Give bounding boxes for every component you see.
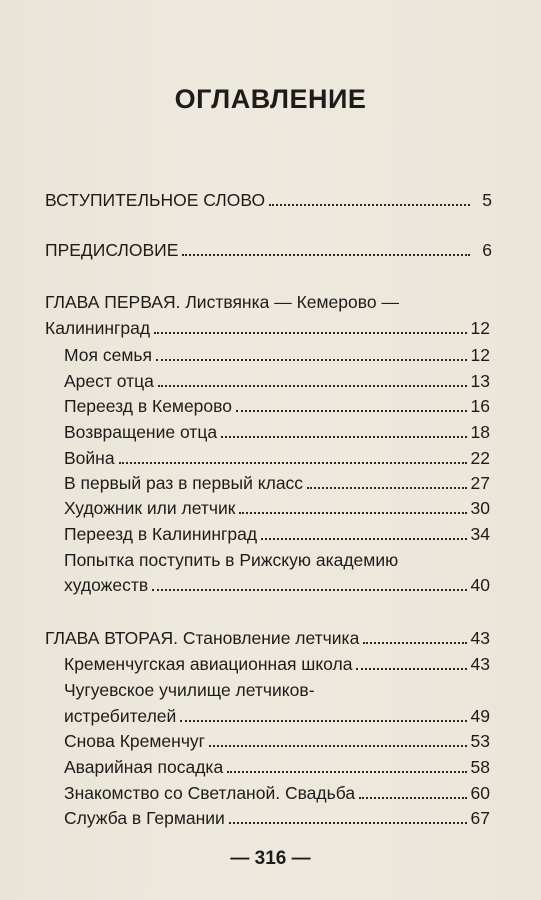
toc-entry bbox=[64, 731, 490, 752]
toc-entry-text: Возвращение отца bbox=[64, 422, 218, 442]
toc-entry-page: 13 bbox=[470, 371, 490, 391]
toc-entry-text: Война bbox=[64, 448, 115, 468]
toc-entry-page: 18 bbox=[470, 422, 490, 442]
toc-entry-text: Переезд в Кемерово bbox=[64, 396, 232, 416]
toc-entry bbox=[64, 473, 490, 494]
toc-entry-page: 6 bbox=[482, 240, 492, 260]
toc-entry bbox=[64, 783, 490, 804]
page-title: ОГЛАВЛЕНИЕ bbox=[174, 84, 367, 114]
leader-dots bbox=[152, 588, 466, 591]
page-number: — 316 — bbox=[230, 848, 311, 869]
riga-title-line: Попытка поступить в Рижскую академию bbox=[64, 550, 399, 570]
toc-entry-chapter-two bbox=[45, 628, 490, 649]
toc-entry-page: 67 bbox=[470, 808, 490, 828]
leader-dots bbox=[156, 358, 467, 361]
toc-entry-page: 53 bbox=[470, 731, 490, 751]
leader-dots bbox=[180, 719, 466, 722]
leader-dots bbox=[158, 384, 467, 387]
toc-entry bbox=[64, 448, 490, 469]
leader-dots bbox=[269, 203, 470, 206]
toc-entry bbox=[64, 498, 490, 519]
leader-dots bbox=[154, 331, 466, 334]
toc-entry-text: ПРЕДИСЛОВИЕ bbox=[45, 240, 179, 260]
toc-entry-text: Художник или летчик bbox=[64, 498, 236, 518]
toc-entry-page: 30 bbox=[470, 498, 490, 518]
toc-entry-text: художеств bbox=[64, 575, 149, 595]
leader-dots bbox=[236, 409, 467, 412]
toc-entry-page: 43 bbox=[470, 654, 490, 674]
toc-entry-text: Арест отца bbox=[64, 371, 154, 391]
toc-entry-page: 22 bbox=[470, 448, 490, 468]
toc-entry-text: ВСТУПИТЕЛЬНОЕ СЛОВО bbox=[45, 190, 266, 210]
toc-entry-text: Служба в Германии bbox=[64, 808, 225, 828]
toc-entry-text: Кременчугская авиационная школа bbox=[64, 654, 353, 674]
leader-dots bbox=[359, 796, 466, 799]
toc-entry-page: 12 bbox=[470, 318, 490, 338]
leader-dots bbox=[239, 511, 466, 514]
toc-entry-intro bbox=[45, 190, 492, 211]
toc-entry-text: Моя семья bbox=[64, 345, 152, 365]
toc-entry-page: 58 bbox=[470, 757, 490, 777]
leader-dots bbox=[363, 641, 466, 644]
leader-dots bbox=[229, 821, 467, 824]
toc-entry bbox=[64, 371, 490, 392]
toc-entry-page: 27 bbox=[470, 473, 490, 493]
toc-entry-page: 12 bbox=[470, 345, 490, 365]
toc-entry bbox=[64, 345, 490, 366]
toc-entry-chapter-one bbox=[45, 318, 490, 339]
toc-entry-riga bbox=[64, 575, 490, 596]
toc-entry-text: Знакомство со Светланой. Свадьба bbox=[64, 783, 356, 803]
toc-entry-page: 34 bbox=[470, 524, 490, 544]
toc-entry-page: 40 bbox=[470, 575, 490, 595]
leader-dots bbox=[261, 537, 466, 540]
leader-dots bbox=[356, 667, 466, 670]
toc-entry bbox=[64, 396, 490, 417]
leader-dots bbox=[227, 770, 466, 773]
leader-dots bbox=[182, 253, 470, 256]
leader-dots bbox=[221, 435, 466, 438]
toc-entry-text: Аварийная посадка bbox=[64, 757, 224, 777]
toc-entry-text: Переезд в Калининград bbox=[64, 524, 258, 544]
toc-entry-chuguev bbox=[64, 706, 490, 727]
toc-entry-text: Калининград bbox=[45, 318, 151, 338]
toc-entry bbox=[64, 524, 490, 545]
leader-dots bbox=[307, 486, 466, 489]
toc-entry-page: 60 bbox=[470, 783, 490, 803]
toc-entry-preface bbox=[45, 240, 492, 261]
chuguev-title-line: Чугуевское училище летчиков- bbox=[64, 680, 315, 700]
toc-entry-page: 5 bbox=[482, 190, 492, 210]
chapter-one-title-line: ГЛАВА ПЕРВАЯ. Листвянка — Кемерово — bbox=[45, 292, 399, 312]
toc-entry bbox=[64, 422, 490, 443]
leader-dots bbox=[119, 461, 467, 464]
toc-entry-text: Снова Кременчуг bbox=[64, 731, 206, 751]
toc-entry-page: 49 bbox=[470, 706, 490, 726]
toc-entry-text: В первый раз в первый класс bbox=[64, 473, 304, 493]
toc-entry-text: ГЛАВА ВТОРАЯ. Становление летчика bbox=[45, 628, 360, 648]
toc-entry-text: истребителей bbox=[64, 706, 177, 726]
toc-entry bbox=[64, 757, 490, 778]
leader-dots bbox=[209, 744, 466, 747]
toc-entry bbox=[64, 808, 490, 829]
toc-entry-page: 43 bbox=[470, 628, 490, 648]
toc-entry bbox=[64, 654, 490, 675]
toc-entry-page: 16 bbox=[470, 396, 490, 416]
